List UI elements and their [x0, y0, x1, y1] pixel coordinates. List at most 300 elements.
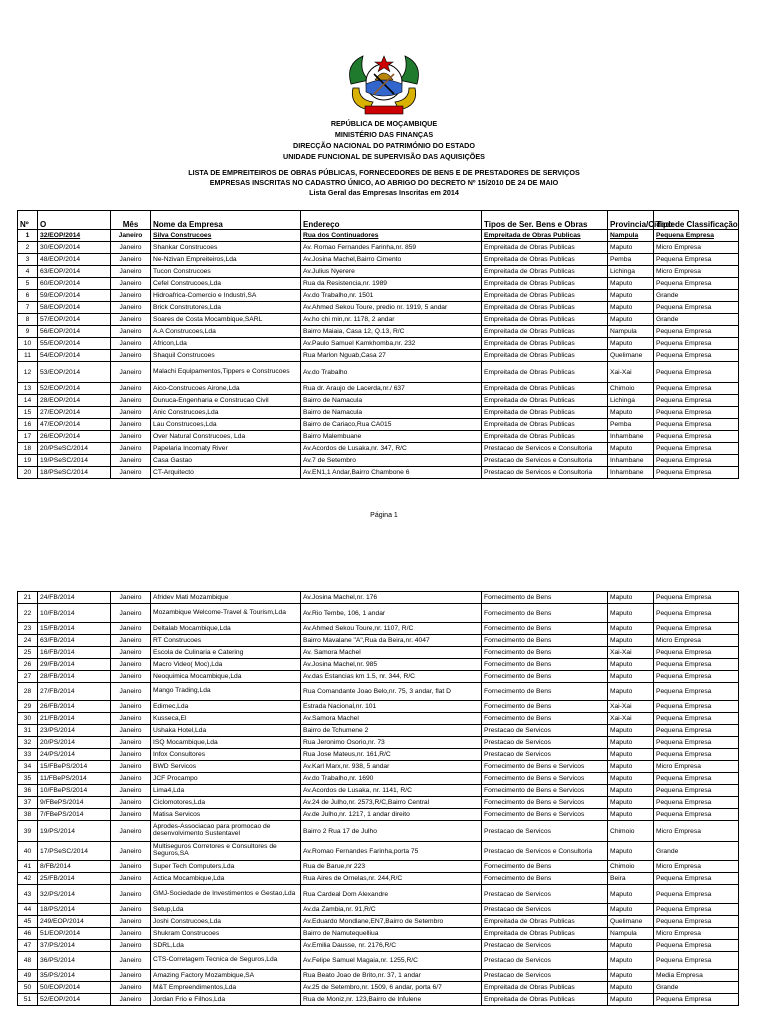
row-service-type: Empreitada de Obras Publicas: [482, 362, 608, 383]
row-company-name: Joshi Construcoes,Lda: [151, 916, 301, 928]
row-address: Rua dr. Araujo de Lacerda,nr./ 637: [301, 383, 482, 395]
row-number: 4: [18, 266, 38, 278]
row-classification: Micro Empresa: [654, 635, 739, 647]
row-service-type: Prestacao de Servicos e Consultoria: [482, 455, 608, 467]
row-province: Maputo: [608, 683, 654, 701]
row-address: Bairro 2 Rua 17 de Julho: [301, 821, 482, 842]
row-province: Maputo: [608, 592, 654, 604]
row-number: 25: [18, 647, 38, 659]
row-address: Av.EN1,1 Andar,Bairro Chambone 6: [301, 467, 482, 479]
row-code: 24/FB/2014: [38, 592, 111, 604]
row-company-name: Actica Mocambique,Lda: [151, 873, 301, 885]
row-service-type: Fornecimento de Bens: [482, 701, 608, 713]
row-classification: Pequena Empresa: [654, 737, 739, 749]
row-month: Janeiro: [111, 713, 151, 725]
row-month: Janeiro: [111, 290, 151, 302]
table-row: [18, 749, 739, 761]
row-address: Av.Ahmed Sekou Toure, predio nr. 1919, 5 andar: [301, 302, 482, 314]
row-service-type: Empreitada de Obras Publicas: [482, 928, 608, 940]
row-code: 20/PSeSC/2014: [38, 443, 111, 455]
row-code: 57/EOP/2014: [38, 314, 111, 326]
row-province: Inhambane: [608, 455, 654, 467]
row-address: Av.das Estancias km 1.5, nr. 344, R/C: [301, 671, 482, 683]
table-row: [18, 873, 739, 885]
row-number: 10: [18, 338, 38, 350]
row-classification: Pequena Empresa: [654, 419, 739, 431]
row-service-type: Prestacao de Servicos e Consultoria: [482, 842, 608, 861]
table-row: [18, 443, 739, 455]
row-classification: Pequena Empresa: [654, 278, 739, 290]
row-month: Janeiro: [111, 952, 151, 970]
row-address: Rua Comandante Joao Belo,nr. 75, 3 andar, flat D: [301, 683, 482, 701]
row-code: 63/EOP/2014: [38, 266, 111, 278]
row-classification: Micro Empresa: [654, 761, 739, 773]
row-province: Maputo: [608, 982, 654, 994]
row-classification: Pequena Empresa: [654, 773, 739, 785]
row-month: Janeiro: [111, 916, 151, 928]
row-service-type: Fornecimento de Bens: [482, 623, 608, 635]
row-company-name: Ushaka Hotel,Lda: [151, 725, 301, 737]
row-province: Chimoio: [608, 383, 654, 395]
row-number: 44: [18, 904, 38, 916]
row-service-type: Prestacao de Servicos e Consultoria: [482, 443, 608, 455]
row-classification: Pequena Empresa: [654, 683, 739, 701]
row-month: Janeiro: [111, 701, 151, 713]
row-code: 60/EOP/2014: [38, 278, 111, 290]
row-number: 41: [18, 861, 38, 873]
table-row: [18, 797, 739, 809]
row-month: Janeiro: [111, 904, 151, 916]
row-month: Janeiro: [111, 623, 151, 635]
row-classification: Pequena Empresa: [654, 671, 739, 683]
row-address: Av.de Julho,nr. 1217, 1 andar direito: [301, 809, 482, 821]
row-code: 9/FBePS/2014: [38, 797, 111, 809]
table-row: [18, 395, 739, 407]
row-month: Janeiro: [111, 785, 151, 797]
table-row: [18, 994, 739, 1006]
col-type-header: Tipos de Ser. Bens e Obras: [482, 211, 608, 230]
row-classification: Pequena Empresa: [654, 455, 739, 467]
row-address: Av.Ahmed Sekou Toure,nr. 1107, R/C: [301, 623, 482, 635]
table-row: [18, 338, 739, 350]
row-company-name: RT Construcoes: [151, 635, 301, 647]
row-province: Maputo: [608, 242, 654, 254]
page-number-label: Página 1: [370, 512, 398, 519]
table-row: [18, 982, 739, 994]
row-number: 9: [18, 326, 38, 338]
table-row: [18, 842, 739, 861]
header-republic: REPÚBLICA DE MOÇAMBIQUE: [330, 119, 438, 128]
row-province: Pemba: [608, 254, 654, 266]
table-row: [18, 254, 739, 266]
row-classification: Pequena Empresa: [654, 407, 739, 419]
row-province: Maputo: [608, 761, 654, 773]
row-classification: Pequena Empresa: [654, 725, 739, 737]
row-classification: Pequena Empresa: [654, 254, 739, 266]
row-province: Maputo: [608, 604, 654, 623]
row-address: Av.Rio Tembe, 106, 1 andar: [301, 604, 482, 623]
row-code: 59/EOP/2014: [38, 290, 111, 302]
row-service-type: Fornecimento de Bens e Servicos: [482, 773, 608, 785]
row-code: 24/PS/2014: [38, 749, 111, 761]
row-company-name: Dunuca-Engenharia e Construcao Civil: [151, 395, 301, 407]
col-province-header: Provincia/Cidade: [608, 211, 654, 230]
row-code: 19/PS/2014: [38, 821, 111, 842]
row-month: Janeiro: [111, 314, 151, 326]
row-number: 28: [18, 683, 38, 701]
row-number: 2: [18, 242, 38, 254]
row-number: 14: [18, 395, 38, 407]
table-row: [18, 904, 739, 916]
row-company-name: ISQ Mocambique,Lda: [151, 737, 301, 749]
row-code: 52/EOP/2014: [38, 994, 111, 1006]
row-province: Xai-Xai: [608, 701, 654, 713]
row-classification: Pequena Empresa: [654, 659, 739, 671]
row-number: 43: [18, 885, 38, 904]
row-classification: Pequena Empresa: [654, 302, 739, 314]
row-number: 26: [18, 659, 38, 671]
table-row: [18, 604, 739, 623]
row-address: Bairro Malembuane: [301, 431, 482, 443]
row-month: Janeiro: [111, 737, 151, 749]
row-province: Maputo: [608, 842, 654, 861]
row-code: 58/EOP/2014: [38, 302, 111, 314]
row-classification: Pequena Empresa: [654, 873, 739, 885]
row-code: 30/EOP/2014: [38, 242, 111, 254]
row-province: Maputo: [608, 885, 654, 904]
row-classification: Pequena Empresa: [654, 443, 739, 455]
row-classification: Pequena Empresa: [654, 797, 739, 809]
row-province: Maputo: [608, 278, 654, 290]
row-classification: Pequena Empresa: [654, 994, 739, 1006]
row-province: Maputo: [608, 994, 654, 1006]
row-address: Bairro Mavalane "A",Rua da Beira,nr. 4047: [301, 635, 482, 647]
row-company-name: Ne-Nzivan Empreiteiros,Lda: [151, 254, 301, 266]
row-classification: Pequena Empresa: [654, 713, 739, 725]
row-address: Av.Emilia Dausse, nr. 2176,R/C: [301, 940, 482, 952]
row-number: 38: [18, 809, 38, 821]
row-province: Maputo: [608, 749, 654, 761]
row-classification: Micro Empresa: [654, 821, 739, 842]
table-row: [18, 885, 739, 904]
row-service-type: Empreitada de Obras Publicas: [482, 242, 608, 254]
row-address: Rua Marlon Nguab,Casa 27: [301, 350, 482, 362]
table-row: [18, 350, 739, 362]
col-address-header: Endereço: [301, 211, 482, 230]
row-company-name: Casa Gastao: [151, 455, 301, 467]
table-row: [18, 861, 739, 873]
row-company-name: Silva Construcoes: [151, 230, 301, 242]
row-code: 63/FB/2014: [38, 635, 111, 647]
row-classification: Pequena Empresa: [654, 431, 739, 443]
row-number: 51: [18, 994, 38, 1006]
row-number: 33: [18, 749, 38, 761]
table-row: [18, 635, 739, 647]
row-province: Maputo: [608, 314, 654, 326]
row-month: Janeiro: [111, 242, 151, 254]
row-address: Av.24 de Julho,nr. 2573,R/C,Bairro Central: [301, 797, 482, 809]
table-row: [18, 785, 739, 797]
table-row: [18, 928, 739, 940]
row-province: Quelimane: [608, 916, 654, 928]
row-company-name: Aprodes-Associacao para promocao de desenvolvimento Sustentavel: [151, 821, 301, 842]
row-company-name: M&T Empreendimentos,Lda: [151, 982, 301, 994]
row-code: 249/EOP/2014: [38, 916, 111, 928]
row-service-type: Empreitada de Obras Publicas: [482, 302, 608, 314]
row-province: Maputo: [608, 443, 654, 455]
row-month: Janeiro: [111, 302, 151, 314]
row-number: 17: [18, 431, 38, 443]
row-month: Janeiro: [111, 970, 151, 982]
table-row: [18, 419, 739, 431]
row-service-type: Empreitada de Obras Publicas: [482, 290, 608, 302]
table-row: [18, 326, 739, 338]
table-row: [18, 761, 739, 773]
row-number: 19: [18, 455, 38, 467]
row-service-type: Fornecimento de Bens: [482, 647, 608, 659]
row-company-name: Aico-Construcoes Airone,Lda: [151, 383, 301, 395]
table-row: [18, 230, 739, 242]
row-code: 54/EOP/2014: [38, 350, 111, 362]
row-month: Janeiro: [111, 592, 151, 604]
row-classification: Pequena Empresa: [654, 904, 739, 916]
row-province: Xai-Xai: [608, 647, 654, 659]
table-row: [18, 266, 739, 278]
table-header-row: [18, 211, 739, 230]
row-classification: Pequena Empresa: [654, 885, 739, 904]
row-month: Janeiro: [111, 873, 151, 885]
row-classification: Pequena Empresa: [654, 952, 739, 970]
row-number: 15: [18, 407, 38, 419]
row-classification: Pequena Empresa: [654, 338, 739, 350]
row-classification: Media Empresa: [654, 970, 739, 982]
table-row: [18, 302, 739, 314]
row-company-name: JCF Procampo: [151, 773, 301, 785]
row-service-type: Empreitada de Obras Publicas: [482, 419, 608, 431]
table-row: [18, 467, 739, 479]
row-code: 28/EOP/2014: [38, 395, 111, 407]
row-code: 56/EOP/2014: [38, 326, 111, 338]
row-service-type: Prestacao de Servicos: [482, 952, 608, 970]
row-classification: Grande: [654, 982, 739, 994]
row-classification: Pequena Empresa: [654, 785, 739, 797]
row-company-name: A.A Construcoes,Lda: [151, 326, 301, 338]
row-address: Av.7 de Setembro: [301, 455, 482, 467]
row-address: Av.Josina Machel,nr. 985: [301, 659, 482, 671]
row-company-name: Africon,Lda: [151, 338, 301, 350]
row-service-type: Fornecimento de Bens: [482, 713, 608, 725]
row-code: 7/FBePS/2014: [38, 809, 111, 821]
row-company-name: Setup,Lda: [151, 904, 301, 916]
row-address: Av.25 de Setembro,nr. 1509, 6 andar, porta 6/7: [301, 982, 482, 994]
row-code: 50/EOP/2014: [38, 982, 111, 994]
row-month: Janeiro: [111, 266, 151, 278]
row-month: Janeiro: [111, 842, 151, 861]
table-row: [18, 407, 739, 419]
table-row: [18, 713, 739, 725]
table-row: [18, 314, 739, 326]
row-province: Chimoio: [608, 861, 654, 873]
header-ministry: MINISTÉRIO DAS FINANÇAS: [334, 130, 434, 139]
row-service-type: Empreitada de Obras Publicas: [482, 350, 608, 362]
row-month: Janeiro: [111, 604, 151, 623]
row-month: Janeiro: [111, 326, 151, 338]
row-classification: Grande: [654, 842, 739, 861]
table-row: [18, 737, 739, 749]
row-address: Bairro de Namutequelliua: [301, 928, 482, 940]
row-service-type: Empreitada de Obras Publicas: [482, 916, 608, 928]
row-province: Maputo: [608, 725, 654, 737]
row-company-name: Kusseca,El: [151, 713, 301, 725]
row-province: Maputo: [608, 952, 654, 970]
row-province: Maputo: [608, 797, 654, 809]
row-service-type: Prestacao de Servicos: [482, 725, 608, 737]
row-number: 23: [18, 623, 38, 635]
row-number: 50: [18, 982, 38, 994]
row-company-name: Malachi Equipamentos,Tippers e Construcoes: [151, 362, 301, 383]
row-service-type: Fornecimento de Bens e Servicos: [482, 797, 608, 809]
row-code: 55/EOP/2014: [38, 338, 111, 350]
row-company-name: BWD Servicos: [151, 761, 301, 773]
row-code: 16/FB/2014: [38, 647, 111, 659]
row-code: 53/EOP/2014: [38, 362, 111, 383]
row-address: Rua da Resistencia,nr. 1989: [301, 278, 482, 290]
row-code: 19/PSeSC/2014: [38, 455, 111, 467]
row-classification: Pequena Empresa: [654, 326, 739, 338]
row-service-type: Empreitada de Obras Publicas: [482, 994, 608, 1006]
row-service-type: Prestacao de Servicos: [482, 821, 608, 842]
row-month: Janeiro: [111, 230, 151, 242]
row-classification: Pequena Empresa: [654, 230, 739, 242]
row-province: Maputo: [608, 940, 654, 952]
row-service-type: Fornecimento de Bens: [482, 873, 608, 885]
row-company-name: Soares de Costa Mocambique,SARL: [151, 314, 301, 326]
table-row: [18, 773, 739, 785]
row-month: Janeiro: [111, 635, 151, 647]
row-service-type: Fornecimento de Bens e Servicos: [482, 809, 608, 821]
row-classification: Pequena Empresa: [654, 647, 739, 659]
row-month: Janeiro: [111, 861, 151, 873]
row-address: Av.Acordos de Lusaka, nr. 1141, R/C: [301, 785, 482, 797]
row-code: 10/FBePS/2014: [38, 785, 111, 797]
col-month-header: Mês: [111, 211, 151, 230]
row-number: 1: [18, 230, 38, 242]
row-address: Av.Julius Nyerere: [301, 266, 482, 278]
row-classification: Pequena Empresa: [654, 350, 739, 362]
row-classification: Pequena Empresa: [654, 623, 739, 635]
row-address: Bairro Maiaia, Casa 12, Q.13, R/C: [301, 326, 482, 338]
row-service-type: Empreitada de Obras Publicas: [482, 383, 608, 395]
table-row: [18, 383, 739, 395]
row-service-type: Prestacao de Servicos: [482, 970, 608, 982]
row-service-type: Empreitada de Obras Publicas: [482, 982, 608, 994]
row-province: Beira: [608, 873, 654, 885]
row-province: Nampula: [608, 326, 654, 338]
row-code: 8/FB/2014: [38, 861, 111, 873]
row-service-type: Prestacao de Servicos: [482, 749, 608, 761]
row-code: 29/FB/2014: [38, 659, 111, 671]
row-number: 8: [18, 314, 38, 326]
row-service-type: Empreitada de Obras Publicas: [482, 407, 608, 419]
row-code: 10/FB/2014: [38, 604, 111, 623]
row-code: 26/EOP/2014: [38, 431, 111, 443]
row-month: Janeiro: [111, 419, 151, 431]
col-class-header: Tipo de Classificação: [654, 211, 739, 230]
row-address: Av.Samora Machel: [301, 713, 482, 725]
row-province: Maputo: [608, 659, 654, 671]
row-service-type: Fornecimento de Bens: [482, 659, 608, 671]
table-row: [18, 362, 739, 383]
row-code: 23/PS/2014: [38, 725, 111, 737]
row-number: 13: [18, 383, 38, 395]
row-number: 12: [18, 362, 38, 383]
row-service-type: Prestacao de Servicos e Consultoria: [482, 467, 608, 479]
row-number: 5: [18, 278, 38, 290]
row-company-name: CTS-Corretagem Tecnica de Seguros,Lda: [151, 952, 301, 970]
row-address: Av.Acordos de Lusaka,nr. 347, R/C: [301, 443, 482, 455]
row-company-name: Mozambique Welcome-Travel & Tourism,Lda: [151, 604, 301, 623]
header-decree: EMPRESAS INSCRITAS NO CADASTRO ÚNICO, AO ABRIGO DO DECRETO Nº 15/2010 DE 24 DE MAIO: [209, 178, 559, 187]
row-month: Janeiro: [111, 455, 151, 467]
row-number: 47: [18, 940, 38, 952]
header-subtitle: Lista Geral das Empresas Inscritas em 2014: [309, 188, 459, 197]
row-code: 48/EOP/2014: [38, 254, 111, 266]
row-code: 11/FBePS/2014: [38, 773, 111, 785]
table-row: [18, 659, 739, 671]
row-company-name: Lau Construcoes,Lda: [151, 419, 301, 431]
table-row: [18, 647, 739, 659]
table-row: [18, 683, 739, 701]
row-service-type: Prestacao de Servicos: [482, 737, 608, 749]
row-month: Janeiro: [111, 809, 151, 821]
header-list-title: LISTA DE EMPREITEIROS DE OBRAS PÚBLICAS, FORNECEDORES DE BENS E DE PRESTADORES DE SERVIÇOS: [188, 168, 580, 177]
row-classification: Pequena Empresa: [654, 749, 739, 761]
row-address: Rua Cardeal Dom Alexandre: [301, 885, 482, 904]
row-code: 21/FB/2014: [38, 713, 111, 725]
row-company-name: Mango Trading,Lda: [151, 683, 301, 701]
row-company-name: Anic Construcoes,Lda: [151, 407, 301, 419]
row-company-name: Ciclomotores,Lda: [151, 797, 301, 809]
header-directorate: DIRECÇÃO NACIONAL DO PATRIMÓNIO DO ESTADO: [293, 141, 475, 150]
row-code: 32/PS/2014: [38, 885, 111, 904]
row-company-name: SDRL,Lda: [151, 940, 301, 952]
row-service-type: Fornecimento de Bens: [482, 683, 608, 701]
row-province: Lichinga: [608, 266, 654, 278]
row-address: Rua Jose Mateus,nr. 161,R/C: [301, 749, 482, 761]
row-province: Xai-Xai: [608, 362, 654, 383]
row-classification: Grande: [654, 314, 739, 326]
row-number: 20: [18, 467, 38, 479]
row-number: 3: [18, 254, 38, 266]
row-month: Janeiro: [111, 254, 151, 266]
row-number: 22: [18, 604, 38, 623]
row-address: Rua Beato Joao de Brito,nr. 37, 1 andar: [301, 970, 482, 982]
row-number: 18: [18, 443, 38, 455]
row-province: Maputo: [608, 338, 654, 350]
row-company-name: Multiseguros Corretores e Consultores de Seguros,SA: [151, 842, 301, 861]
row-service-type: Empreitada de Obras Publicas: [482, 314, 608, 326]
row-province: Maputo: [608, 904, 654, 916]
col-code-header: O: [38, 211, 111, 230]
row-company-name: Lima4,Lda: [151, 785, 301, 797]
row-company-name: Shaquil Construcoes: [151, 350, 301, 362]
row-province: Maputo: [608, 809, 654, 821]
row-code: 15/FB/2014: [38, 623, 111, 635]
row-province: Maputo: [608, 302, 654, 314]
row-province: Maputo: [608, 970, 654, 982]
row-number: 31: [18, 725, 38, 737]
row-service-type: Fornecimento de Bens: [482, 671, 608, 683]
